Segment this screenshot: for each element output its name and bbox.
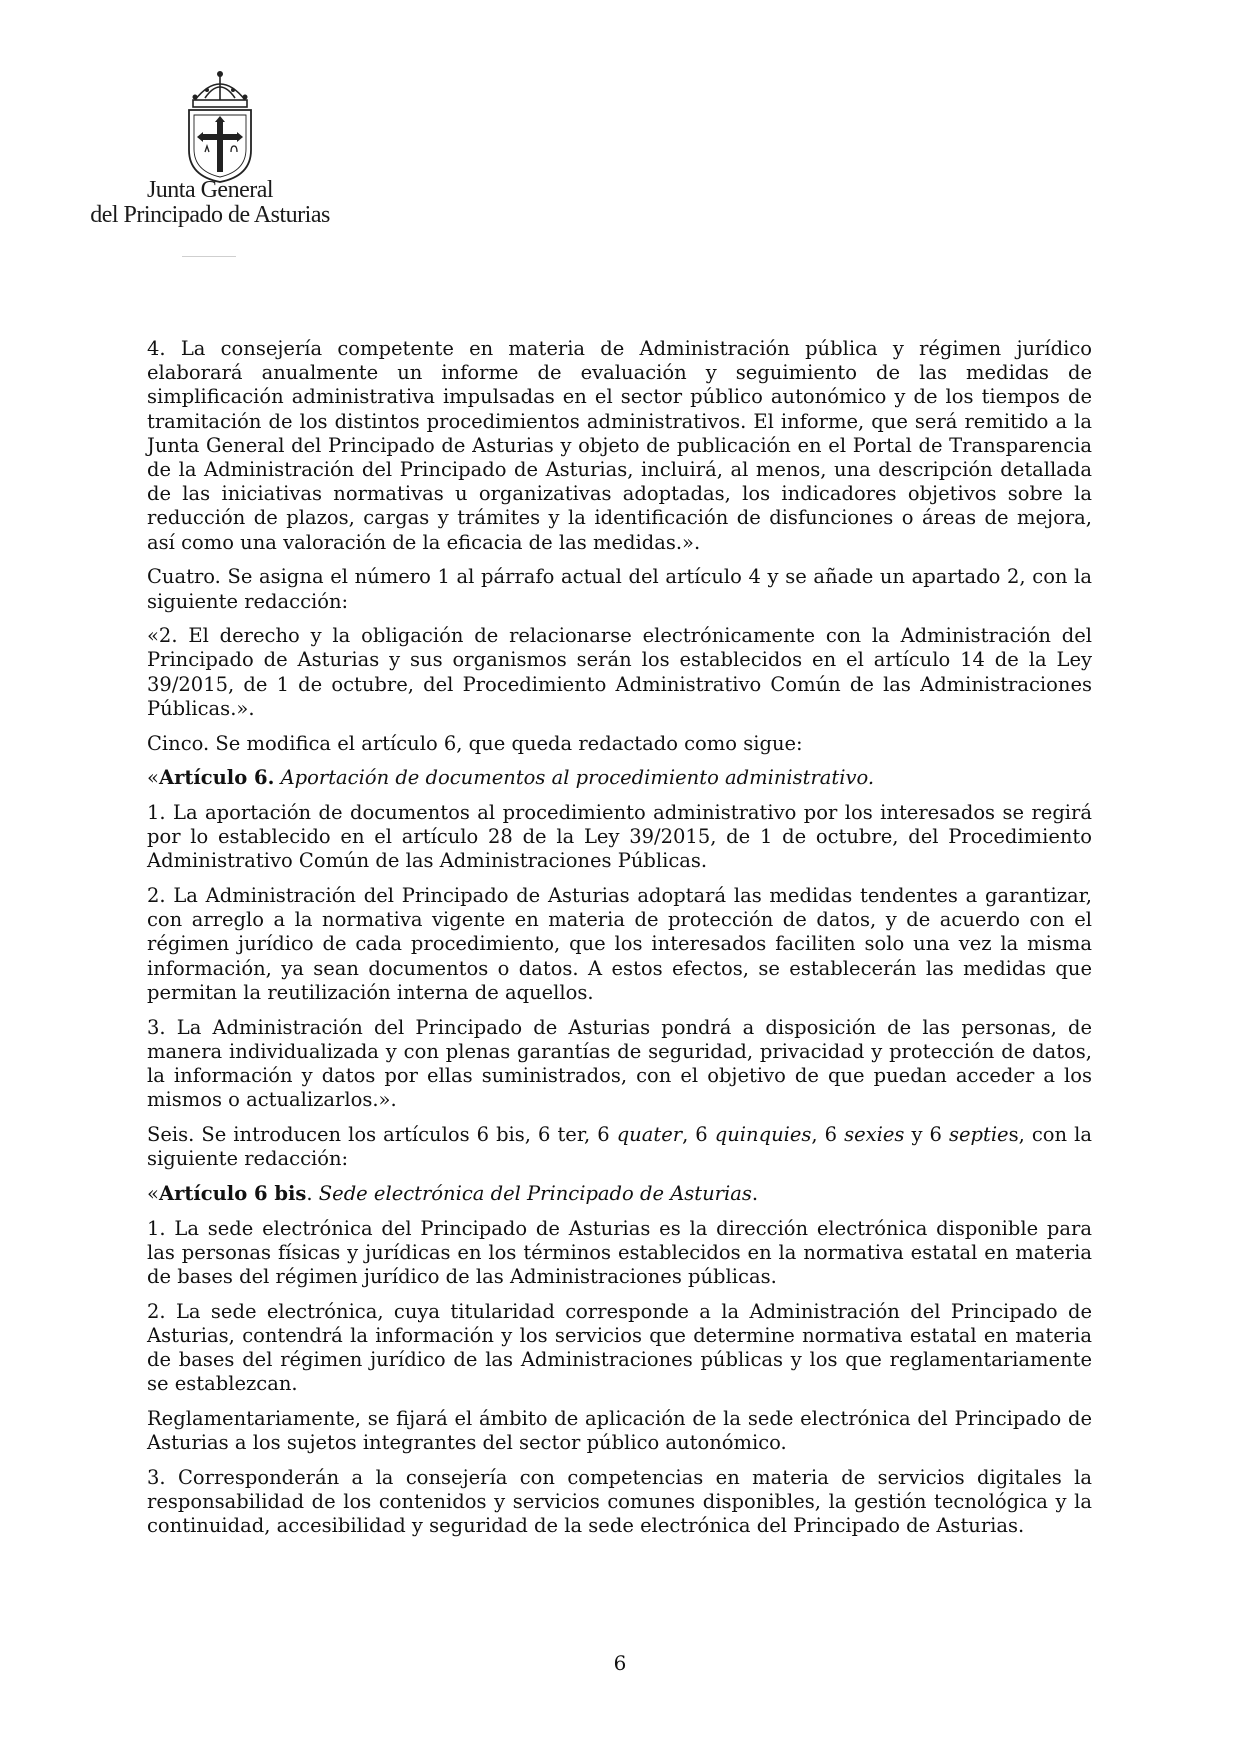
article-number: Artículo 6 bis	[158, 1181, 307, 1205]
terminal-period: .	[751, 1181, 759, 1205]
institution-name-line1: Junta General	[146, 177, 274, 203]
institution-name-line2: del Principado de Asturias	[90, 202, 330, 228]
paragraph: 2. La sede electrónica, cuya titularidad corresponde a la Administración del Principado de Asturias, contendrá la información y los servicios que determine normativa estatal en materia de bases del régimen jurídico de las Administraciones públicas y los que reglamentariamente se establezcan.	[147, 1299, 1092, 1396]
text-run: Seis. Se introducen los artículos 6 bis, 6 ter, 6	[147, 1122, 617, 1146]
quote-open: «	[147, 766, 159, 790]
separator: .	[306, 1181, 319, 1205]
quote-open: «	[147, 1181, 159, 1205]
paragraph: 4. La consejería competente en materia de Administración pública y régimen jurídico elaborará anualmente un informe de evaluación y seguimiento de las medidas de simplificación administrativa impulsadas en el sector público autonómico y de los tiempos de tramitación de los distintos procedimientos administrativos. El informe, que será remitido a la Junta General del Principado de Asturias y objeto de publicación en el Portal de Transparencia de la Administración del Principado de Asturias, incluirá, al menos, una descripción detallada de las iniciativas normativas u organizativas adoptadas, los indicadores objetivos sobre la reducción de plazos, cargas y trámites y la identificación de disfunciones o áreas de mejora, así como una valoración de la eficacia de las medidas.».	[147, 337, 1092, 554]
article-heading	[147, 1182, 1092, 1206]
paragraph: 1. La sede electrónica del Principado de Asturias es la dirección electrónica disponible para las personas físicas y jurídicas en los términos establecidos en la normativa estatal en materia de bases del régimen jurídico de las Administraciones públicas.	[147, 1216, 1092, 1288]
paragraph: 3. Corresponderán a la consejería con competencias en materia de servicios digitales la responsabilidad de los contenidos y servicios comunes disponibles, la gestión tecnológica y la continuidad, accesibilidad y seguridad de la sede electrónica del Principado de Asturias.	[147, 1465, 1092, 1538]
paragraph: 2. La Administración del Principado de Asturias adoptará las medidas tendentes a garantizar, con arreglo a la normativa vigente en materia de protección de datos, y de acuerdo con el régimen jurídico de cada procedimiento, que los interesados faciliten solo una vez la misma información, ya sean documentos o datos. A estos efectos, se establecerán las medidas que permitan la reutilización interna de aquellos.	[147, 884, 1092, 1004]
article-title: Aportación de documentos al procedimiento administrativo.	[280, 766, 875, 790]
italic-run: septie	[948, 1122, 1009, 1146]
text-run: , 6	[682, 1122, 715, 1146]
paragraph: Cuatro. Se asigna el número 1 al párrafo actual del artículo 4 y se añade un apartado 2, con la siguiente redacción:	[147, 565, 1092, 613]
page-number: 6	[613, 1651, 627, 1675]
paragraph: 3. La Administración del Principado de Asturias pondrá a disposición de las personas, de manera individualizada y con plenas garantías de seguridad, privacidad y protección de datos, la información y datos por ellas suministrados, con el objetivo de que puedan acceder a los mismos o actualizarlos.».	[147, 1015, 1092, 1112]
coat-of-arms-icon	[175, 70, 265, 185]
header-divider	[182, 256, 236, 257]
letterhead	[60, 60, 360, 260]
italic-run: quinquies	[714, 1122, 812, 1146]
italic-run: sexies	[844, 1122, 905, 1146]
document-body	[147, 337, 1092, 1549]
paragraph: «2. El derecho y la obligación de relacionarse electrónicamente con la Administración del Principado de Asturias y sus organismos serán los establecidos en el artículo 14 de la Ley 39/2015, de 1 de octubre, del Procedimiento Administrativo Común de las Administraciones Públicas.».	[147, 624, 1092, 720]
text-run: s, con la siguiente redacción:	[147, 1122, 1092, 1171]
institution-name	[60, 178, 360, 228]
article-heading	[147, 766, 1092, 790]
article-title: Sede electrónica del Principado de Asturias	[318, 1181, 752, 1205]
article-number: Artículo 6.	[158, 766, 275, 790]
paragraph: 1. La aportación de documentos al procedimiento administrativo por los interesados se regirá por lo establecido en el artículo 28 de la Ley 39/2015, de 1 de octubre, del Procedimiento Administrativo Común de las Administraciones Públicas.	[147, 800, 1092, 873]
text-run: , 6	[811, 1122, 845, 1146]
paragraph: Cinco. Se modifica el artículo 6, que queda redactado como sigue:	[147, 731, 803, 755]
text-run: y 6	[904, 1122, 949, 1146]
italic-run: quater	[616, 1122, 683, 1146]
paragraph: Reglamentariamente, se fijará el ámbito de aplicación de la sede electrónica del Principado de Asturias a los sujetos integrantes del sector público autonómico.	[147, 1406, 1092, 1455]
paragraph	[147, 1123, 1092, 1171]
